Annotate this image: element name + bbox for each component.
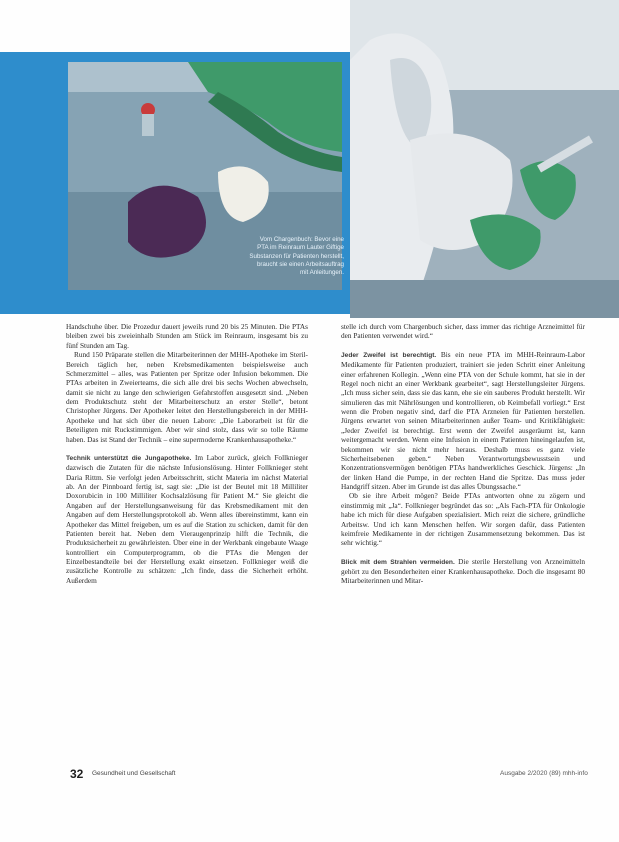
paragraph: Handschuhe über. Die Prozedur dauert jeweils rund 20 bis 25 Minuten. Die PTAs bleiben zwei bis zweieinhalb Stunden am Stück im Reinraum, insgesamt bis zu fünf Stunden am Tag. [66, 322, 308, 350]
paragraph [341, 557, 585, 586]
caption-line: Substanzen für Patienten herstellt, [249, 252, 344, 260]
paragraph-lead: Blick mit dem Strahlen vermeiden. [341, 558, 455, 566]
paragraph: Rund 150 Präparate stellen die Mitarbeiterinnen der MHH-Apotheke im Steril-Bereich täglich her, neben Krebsmedikamenten beispielsweise auch Schmerzmittel – alles, was Patienten per Spritze oder Infusion bekommen. Die PTAs arbeiten in Zweierteams, die sich alle drei bis sechs Wochen abwechseln, damit sie nicht zu lange den schwierigen Gefahrstoffen ausgesetzt sind. „Neben dem Produktschutz steht der Mitarbeiterschutz an erster Stelle“, betont Christopher Jürgens. Der Apotheker leitet den Herstellungsbereich in der MHH-Apotheke und hat sich über die neuen Labore: „Die Laborarbeit ist für die Beteiligten mit Ruckstimmigen. Aber wir sind stolz, dass wir so tolle Räume haben. Das ist Stand der Technik – eine supermoderne Krankenhausapotheke.“ [66, 350, 308, 444]
paragraph: Ob sie ihre Arbeit mögen? Beide PTAs antworten ohne zu zögern und einstimmig mit „Ja“. Follknieger begründet das so: „Als Fach-PTA für Onkologie habe ich mich für diese Aufgaben spezialisiert. Mich reizt die sichere, gründliche Arbeitsw. Und ich kann Menschen helfen. Wir sorgen dafür, dass Patienten keimfreie Medikamente in der richtigen Zusammensetzung bekommen. Das ist sehr wichtig.“ [341, 491, 585, 548]
issue-label: Ausgabe 2/2020 (89) mhh-info [500, 770, 588, 777]
caption-line: PTA im Reinraum Lauter Giftige [257, 244, 344, 252]
paragraph [341, 350, 585, 492]
paragraph-body: Die sterile Herstellung von Arzneimitteln gehört zu den Besonderheiten einer Krankenhausapotheke. Doch die insgesamt 80 Mitarbeiterinnen und Mitar- [341, 556, 585, 586]
page-footer [0, 764, 619, 784]
caption-line: Vom Chargenbuch: Bevor eine [259, 236, 344, 243]
caption-line: braucht sie einen Arbeitsauftrag [256, 260, 344, 268]
page-number: 32 [70, 767, 84, 781]
pta-cleanroom-photo [350, 0, 619, 318]
paragraph [66, 453, 308, 585]
paragraph: stelle ich durch vom Chargenbuch sicher, dass immer das richtige Arzneimittel für den Patienten verwendet wird.“ [341, 322, 585, 341]
photo-caption [212, 236, 344, 277]
paragraph-body: Bis ein neue PTA im MHH-Reinraum-Labor Medikamente für Patienten produziert, trainiert sie jeden Schritt einer Anleitung einer erfahrenen Kollegin. „Wenn eine PTA von der Schule kommt, hat sie in der Regel noch nicht an einer Werkbank gearbeitet“, sagt Herstellungsleiter Jürgens. „Ich muss sicher sein, dass sie das kann, ehe sie ein sauberes Produkt herstellt. Wir simulieren das mit Nährlösungen und kontrollieren, ob Keimbefall vorliegt.“ Erst wenn die Proben negativ sind, darf die PTA Arzneien für Patienten herstellen. Jürgens erwartet von seinen Mitarbeiterinnen außer Team- und Kritikfähigkeit: „Jeder Zweifel ist berechtigt. Erst wenn der Zweifel ausgeräumt ist, kann weitergemacht werden. Wenn eine Infusion in einem Patienten hineingelaufen ist, bekommen wir sie nicht mehr heraus. Deshalb muss es ganz viele Sicherheitsebenen geben.“ Neben Verantwortungsbewusstsein und Konzentrationsvermögen benötigen PTAs handwerkliches Geschick. Jürgens: „In der linken Hand die Pumpe, in der rechten Hand die Spritze. Das muss jeder Handgriff sitzen. Aber im Grunde ist das alles Übungssache.“ [341, 349, 586, 491]
paragraph-lead: Technik unterstützt die Jungapotheke. [66, 454, 192, 462]
paragraph-body: Im Labor zurück, gleich Follknieger dazwisch die Zutaten für die nächste Infusionslösung. Hinter Follknieger steht Daria Rittm. Sie verfolgt jeden Arbeitsschritt, sticht Materia im nächst Material ab. An der Pinnboard fertig ist, sagt sie: „Die ist der Beutel mit 18 Milliliter Doxorubicin in 100 Milliliter Kochsalzlösung für Patient M.“ Sie gleicht die Angaben auf der Herstellungsanweisung für das Krebsmedikament mit den Angaben auf dem Herstellungsprotokoll ab. Wenn alles übereinstimmt, kann ein Apotheker das Mittel freigeben, um es auf die Station zu schicken, damit für den Patienten bereit hat. Neben dem Vieraugenprinzip hilft die Technik, die Produktsicherheit zu gewährleisten. Über eine in der Werkbank eingebaute Waage kontrolliert ein Computerprogramm, ob die PTAs die Mengen der Einzelbestandteile bei der Herstellung exakt einsetzen. Follknieger weiß die zusätzliche Kontrolle zu schätzen: „Ich finde, dass die Sicherheit erhöht. Außerdem [66, 452, 309, 585]
section-title: Gesundheit und Gesellschaft [92, 770, 176, 777]
pta-cleanroom-illustration [350, 0, 619, 318]
article-column-left [66, 322, 308, 585]
paragraph-lead: Jeder Zweifel ist berechtigt. [341, 351, 437, 359]
caption-line: mit Anleitungen. [299, 269, 344, 277]
article-column-right [341, 322, 585, 586]
